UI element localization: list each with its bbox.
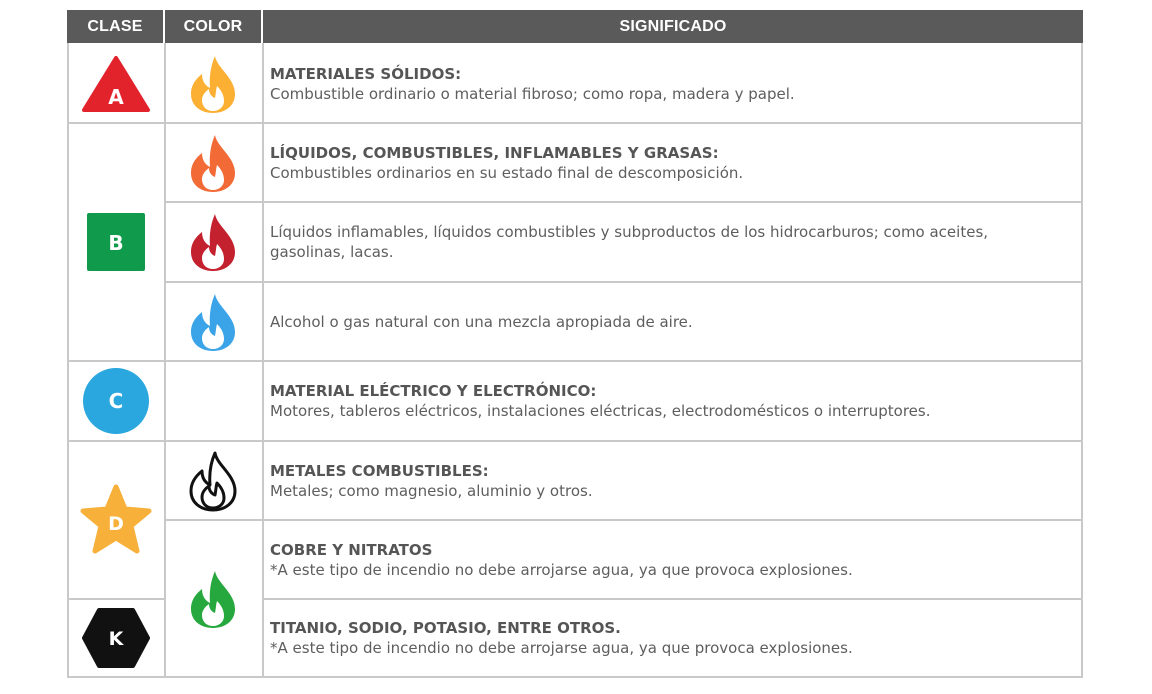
description-text: Combustibles ordinarios en su estado final de descomposición.: [270, 163, 744, 182]
class-b-letter: B: [107, 231, 124, 255]
description-text: Combustible ordinario o material fibroso; como ropa, madera y papel.: [270, 84, 795, 103]
class-a-cell: [67, 45, 164, 122]
description-text: Metales; como magnesio, aluminio y otros.: [270, 481, 593, 500]
class-d-cell: [67, 442, 164, 598]
yellow-flame-icon: [189, 54, 237, 114]
outline-flame-icon: [187, 450, 239, 512]
class-k-letter: K: [108, 628, 123, 650]
color-cell-row-4: [164, 283, 262, 360]
description-title: METALES COMBUSTIBLES:: [270, 461, 489, 480]
description-row-6: [270, 442, 1060, 519]
class-c-letter: C: [108, 389, 123, 413]
blue-circle-icon: [82, 367, 150, 435]
description-row-3: [270, 203, 1060, 281]
class-d-letter: D: [107, 513, 124, 535]
blue-flame-icon: [189, 292, 237, 352]
black-hexagon-icon: [81, 607, 151, 669]
color-cell-row-6: [164, 442, 262, 519]
description-text: Alcohol o gas natural con una mezcla apropiada de aire.: [270, 312, 693, 331]
description-text: *A este tipo de incendio no debe arrojarse agua, ya que provoca explosiones.: [270, 639, 853, 657]
class-b-cell: [67, 124, 164, 360]
description-row-1: [270, 45, 1060, 122]
description-text: *A este tipo de incendio no debe arrojarse agua, ya que provoca explosiones.: [270, 560, 853, 579]
green-flame-icon: [189, 569, 237, 629]
green-square-icon: [86, 212, 146, 272]
class-a-letter: A: [107, 84, 124, 109]
description-title: LÍQUIDOS, COMBUSTIBLES, INFLAMABLES Y GRASAS:: [270, 143, 719, 162]
description-row-4: [270, 283, 1060, 360]
class-c-cell: [67, 362, 164, 440]
class-k-cell: [67, 600, 164, 676]
description-row-2: [270, 124, 1060, 201]
description-title: MATERIAL ELÉCTRICO Y ELECTRÓNICO:: [270, 382, 597, 400]
header-significado: SIGNIFICADO: [263, 10, 1083, 43]
description-text: Motores, tableros eléctricos, instalaciones eléctricas, electrodomésticos o interruptores.: [270, 402, 931, 420]
fire-classes-table: [67, 10, 1083, 678]
color-cell-row-7: [164, 521, 262, 676]
orange-flame-icon: [189, 133, 237, 193]
red-triangle-icon: [81, 54, 151, 114]
header-color: COLOR: [165, 10, 261, 43]
description-text: Líquidos inflamables, líquidos combustibles y subproductos de los hidrocarburos; como aceites, gasolinas, lacas.: [270, 223, 989, 261]
description-title: TITANIO, SODIO, POTASIO, ENTRE OTROS.: [270, 619, 621, 637]
color-cell-row-1: [164, 45, 262, 122]
red-flame-icon: [189, 212, 237, 272]
orange-star-icon: [79, 484, 153, 556]
description-title: COBRE Y NITRATOS: [270, 540, 433, 559]
description-title: MATERIALES SÓLIDOS:: [270, 64, 462, 83]
description-row-7: [270, 521, 1060, 598]
color-cell-row-3: [164, 203, 262, 281]
description-row-8: [270, 600, 1060, 676]
color-cell-row-2: [164, 124, 262, 201]
header-clase: CLASE: [67, 10, 163, 43]
grid-line: [67, 676, 1083, 678]
description-row-5: [270, 362, 1060, 440]
